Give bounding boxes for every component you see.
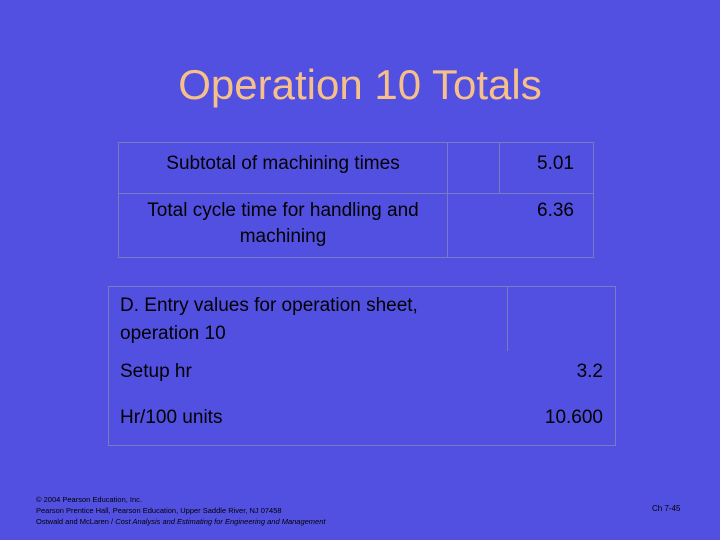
row-label: Total cycle time for handling and machining [147, 200, 419, 247]
row-label: Setup hr [120, 361, 192, 382]
table-row [119, 193, 593, 257]
table-row [119, 143, 593, 194]
footer-line [36, 516, 325, 527]
footer-authors: Ostwald and McLaren / [36, 517, 116, 526]
column-divider [507, 287, 508, 351]
footer-line: Pearson Prentice Hall, Pearson Education, Upper Saddle River, NJ 07458 [36, 506, 282, 515]
entry-values-table [108, 286, 616, 446]
row-value: 3.2 [576, 361, 603, 382]
slide-title: Operation 10 Totals [178, 61, 542, 108]
summary-table [118, 142, 594, 258]
footer-book-title: Cost Analysis and Estimating for Engineering and Management [115, 517, 326, 526]
slide-number: Ch 7-45 [652, 504, 681, 513]
row-value: 6.36 [537, 200, 574, 221]
section-heading: D. Entry values for operation sheet, operation 10 [120, 295, 418, 344]
row-label: Hr/100 units [120, 407, 223, 428]
copyright-footer [36, 494, 325, 527]
footer-line: © 2004 Pearson Education, Inc. [36, 495, 143, 504]
row-value: 5.01 [537, 153, 574, 174]
row-value: 10.600 [544, 407, 603, 428]
row-label: Subtotal of machining times [166, 153, 400, 174]
